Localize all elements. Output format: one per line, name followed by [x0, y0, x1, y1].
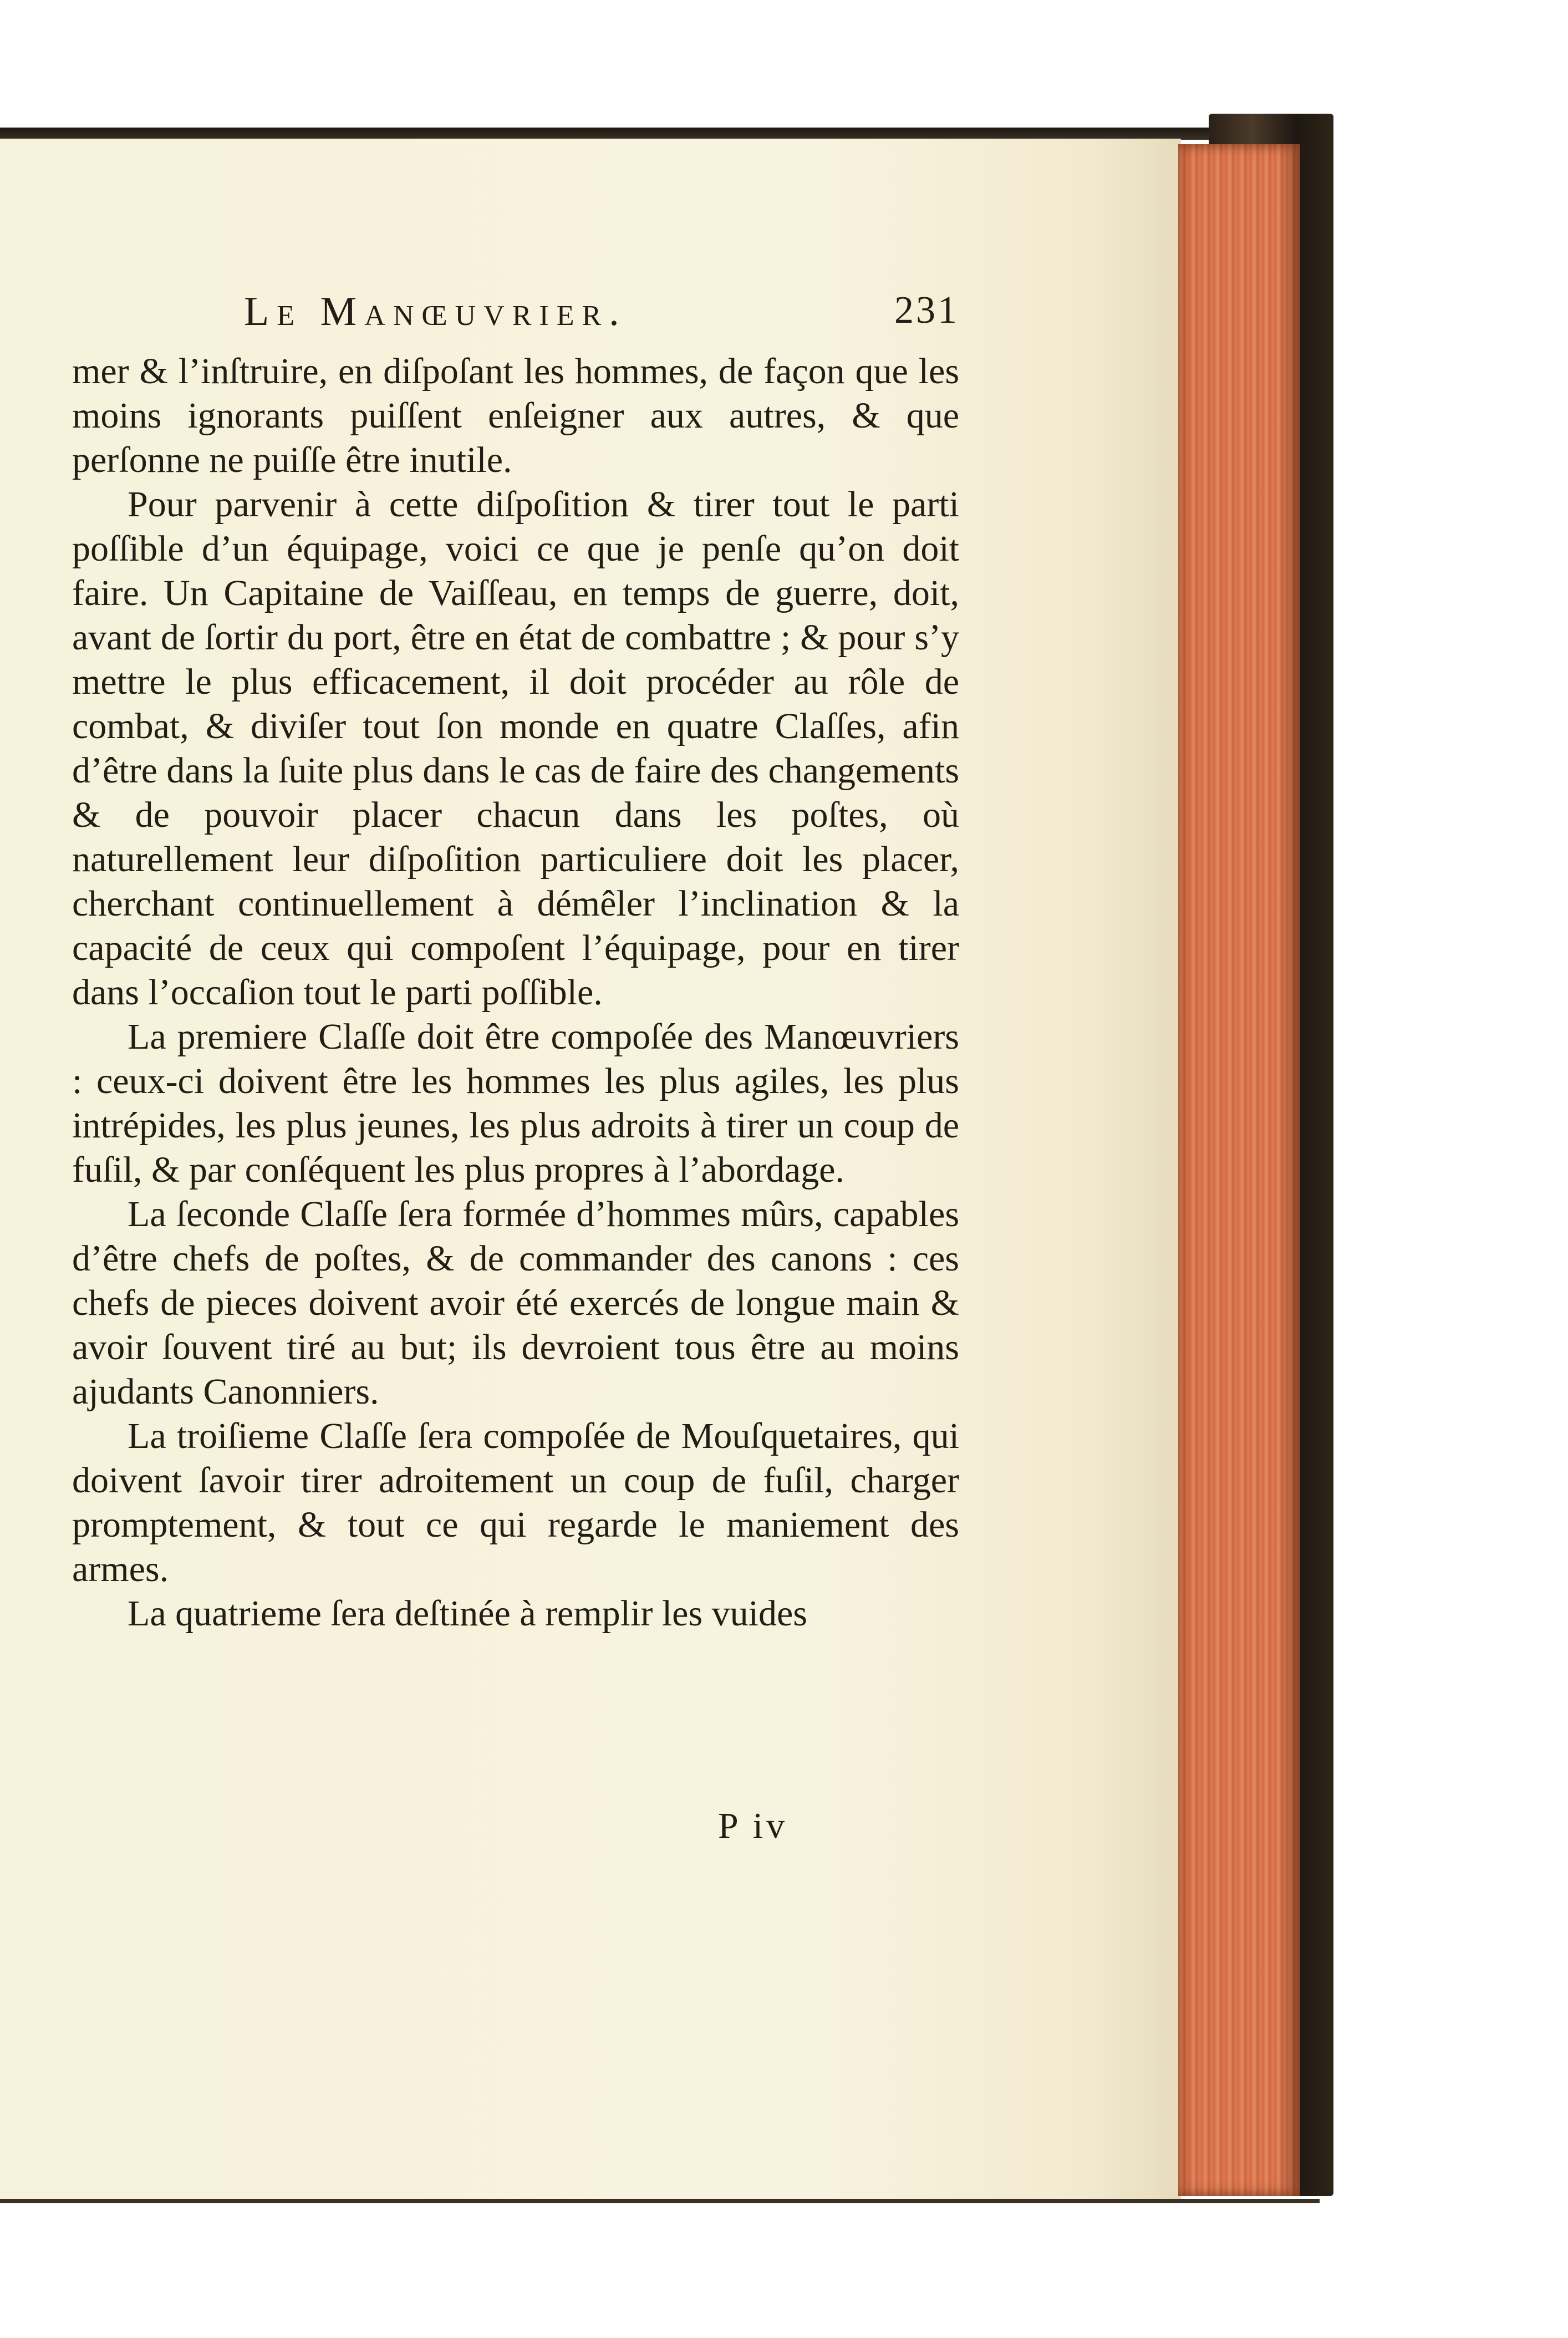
- paragraph: La troiſieme Claſſe ſera compoſée de Mouſquetaires, qui doivent ſavoir tirer adroitement un coup de fuſil, charger promptement, & tout ce qui regarde le maniement des armes.: [72, 1416, 959, 1589]
- page-number: 231: [894, 289, 959, 332]
- paragraph: La premiere Claſſe doit être compoſée des Manœuvriers : ceux-ci doivent être les hommes les plus agiles, les plus intrépides, les plus jeunes, les plus adroits à tirer un coup de fuſil, & par conſéquent les plus propres à l’abordage.: [72, 1016, 959, 1190]
- paragraph: Pour parvenir à cette diſpoſition & tirer tout le parti poſſible d’un équipage, voici ce que je penſe qu’on doit faire. Un Capitaine de Vaiſſeau, en temps de guerre, doit, avant de ſortir du port, être en état de combattre ; & pour s’y mettre le plus efficacement, il doit procéder au rôle de combat, & diviſer tout ſon monde en quatre Claſſes, afin d’être dans la ſuite plus dans le cas de faire des changements & de pouvoir placer chacun dans les poſtes, où naturellement leur diſpoſition particuliere doit les placer, cherchant continuellement à démêler l’inclination & la capacité de ceux qui compoſent l’équipage, pour en tirer dans l’occaſion tout le parti poſſible.: [72, 484, 959, 1013]
- paragraph: mer & l’inſtruire, en diſpoſant les hommes, de façon que les moins ignorants puiſſent enſeigner aux autres, & que perſonne ne puiſſe être inutile.: [72, 351, 959, 480]
- signature-mark: P iv: [718, 1806, 788, 1846]
- running-title: Le Manœuvrier.: [244, 289, 627, 334]
- page-fore-edge: [1178, 144, 1300, 2196]
- binding-bottom-edge: [0, 2199, 1320, 2203]
- body-text: [72, 349, 959, 1636]
- paragraph: La ſeconde Claſſe ſera formée d’hommes mûrs, capables d’être chefs de poſtes, & de commander des canons : ces chefs de pieces doivent avoir été exercés de longue main & avoir ſouvent tiré au but; ils devroient tous être au moins ajudants Canonniers.: [72, 1194, 959, 1412]
- paragraph: La quatrieme ſera deſtinée à remplir les vuides: [128, 1593, 807, 1634]
- binding-top-edge: [0, 128, 1325, 140]
- running-header: [72, 288, 959, 338]
- page-text-block: [72, 288, 959, 1636]
